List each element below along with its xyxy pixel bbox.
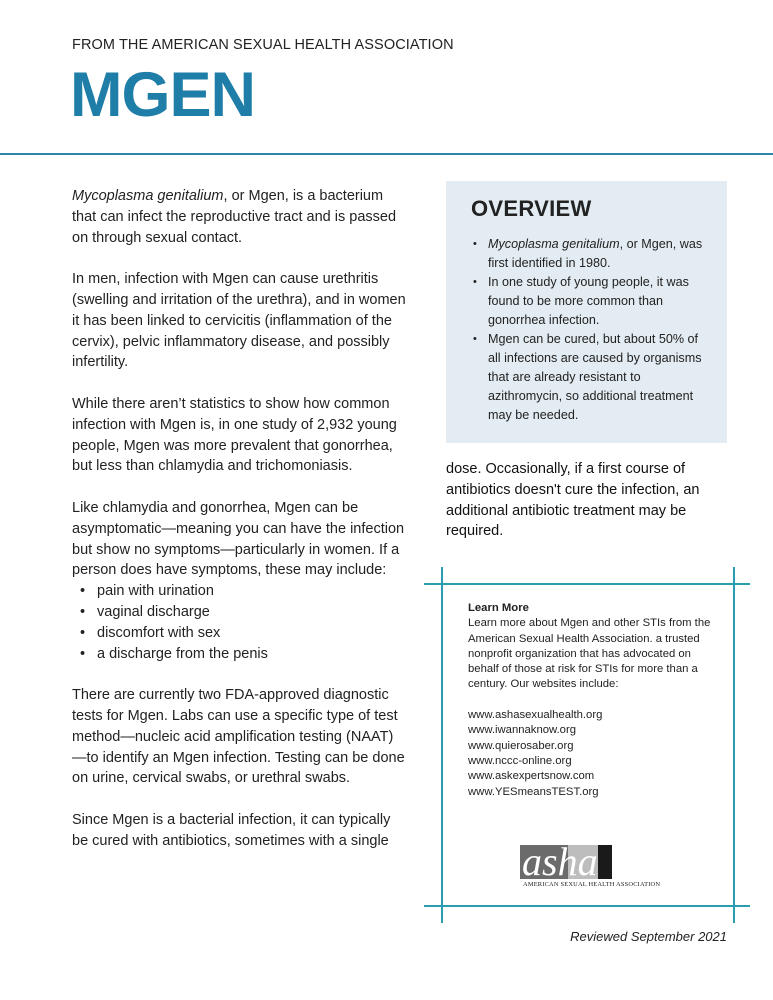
list-item: • In one study of young people, it was found to be more common than gonorrhea infection. <box>488 273 713 330</box>
website-link[interactable]: www.quierosaber.org <box>468 739 574 752</box>
species-name: Mycoplasma genitalium <box>488 237 620 251</box>
frame-left-line <box>441 567 443 923</box>
overview-list <box>488 235 713 425</box>
intro-text: , or Mgen, is a bacterium that can infect the reproductive tract and is passed on through sexual contact. <box>72 188 397 246</box>
learn-more-box <box>468 601 713 800</box>
list-item: • vaginal discharge <box>97 602 407 623</box>
frame-top-line <box>424 583 750 585</box>
list-item <box>488 235 713 273</box>
website-link[interactable]: www.YESmeansTEST.org <box>468 785 599 798</box>
website-link[interactable]: www.ashasexualhealth.org <box>468 709 603 722</box>
list-item: • pain with urination <box>97 581 407 602</box>
paragraph-asymptomatic: Like chlamydia and gonorrhea, Mgen can be asymptomatic—meaning you can have the infection but show no symptoms—particularly in women. If a person does have symptoms, these may include: <box>72 499 405 579</box>
paragraph-testing: There are currently two FDA-approved diagnostic tests for Mgen. Labs can use a specific type of test method—nucleic acid amplification testing (NAAT)—to identify an Mgen infection. Testing can be done on urine, cervical swabs, or urethral swabs. <box>72 687 405 787</box>
asha-logo <box>520 839 660 893</box>
overview-panel <box>446 181 727 443</box>
paragraph-prevalence: While there aren’t statistics to show how common infection with Mgen is, in one study of 2,932 young people, Mgen was more prevalent that gonorrhea, but less than chlamydia and trichomoniasis. <box>72 395 397 475</box>
logo-caption: AMERICAN SEXUAL HEALTH ASSOCIATION <box>523 881 661 888</box>
learn-more-text: Learn more about Mgen and other STIs from the American Sexual Health Association. a trusted nonprofit organization that has advocated on behalf of those at risk for STIs for more than a century. Our websites include: <box>468 617 711 691</box>
asha-logo-mark <box>520 839 660 881</box>
reviewed-date: Reviewed September 2021 <box>570 929 727 944</box>
continuation-text: dose. Occasionally, if a first course of antibiotics doesn't cure the infection, an additional antibiotic treatment may be required. <box>446 461 700 540</box>
overview-title: OVERVIEW <box>471 196 592 221</box>
main-text-column <box>72 186 407 872</box>
frame-right-line <box>733 567 735 923</box>
paragraph-intro <box>72 186 407 248</box>
list-item: • Mgen can be cured, but about 50% of all infections are caused by organisms that are already resistant to azithromycin, so additional treatment may be needed. <box>488 330 713 425</box>
logo-wordmark: asha <box>522 839 598 881</box>
website-link[interactable]: www.nccc-online.org <box>468 754 572 767</box>
website-link[interactable]: www.askexpertsnow.com <box>468 770 595 783</box>
paragraph-treatment: Since Mgen is a bacterial infection, it can typically be cured with antibiotics, sometimes with a single <box>72 811 391 849</box>
list-item: • a discharge from the penis <box>97 644 407 665</box>
frame-bottom-line <box>424 905 750 907</box>
species-name: Mycoplasma genitalium <box>72 188 224 204</box>
website-link[interactable]: www.iwannaknow.org <box>468 724 577 737</box>
list-item: • discomfort with sex <box>97 623 407 644</box>
supertitle: FROM THE AMERICAN SEXUAL HEALTH ASSOCIATION <box>72 37 454 53</box>
title-divider <box>0 153 773 155</box>
page-title: MGEN <box>70 60 255 130</box>
paragraph-symptoms-effects: In men, infection with Mgen can cause urethritis (swelling and irritation of the urethra), and in women it has been linked to cervicitis (inflammation of the cervix), pelvic inflammatory disease, and possibly infertility. <box>72 271 406 371</box>
overview-item-text: , or Mgen, was first identified in 1980. <box>488 237 703 270</box>
learn-more-title: Learn More <box>468 602 529 614</box>
symptom-list <box>72 581 407 664</box>
